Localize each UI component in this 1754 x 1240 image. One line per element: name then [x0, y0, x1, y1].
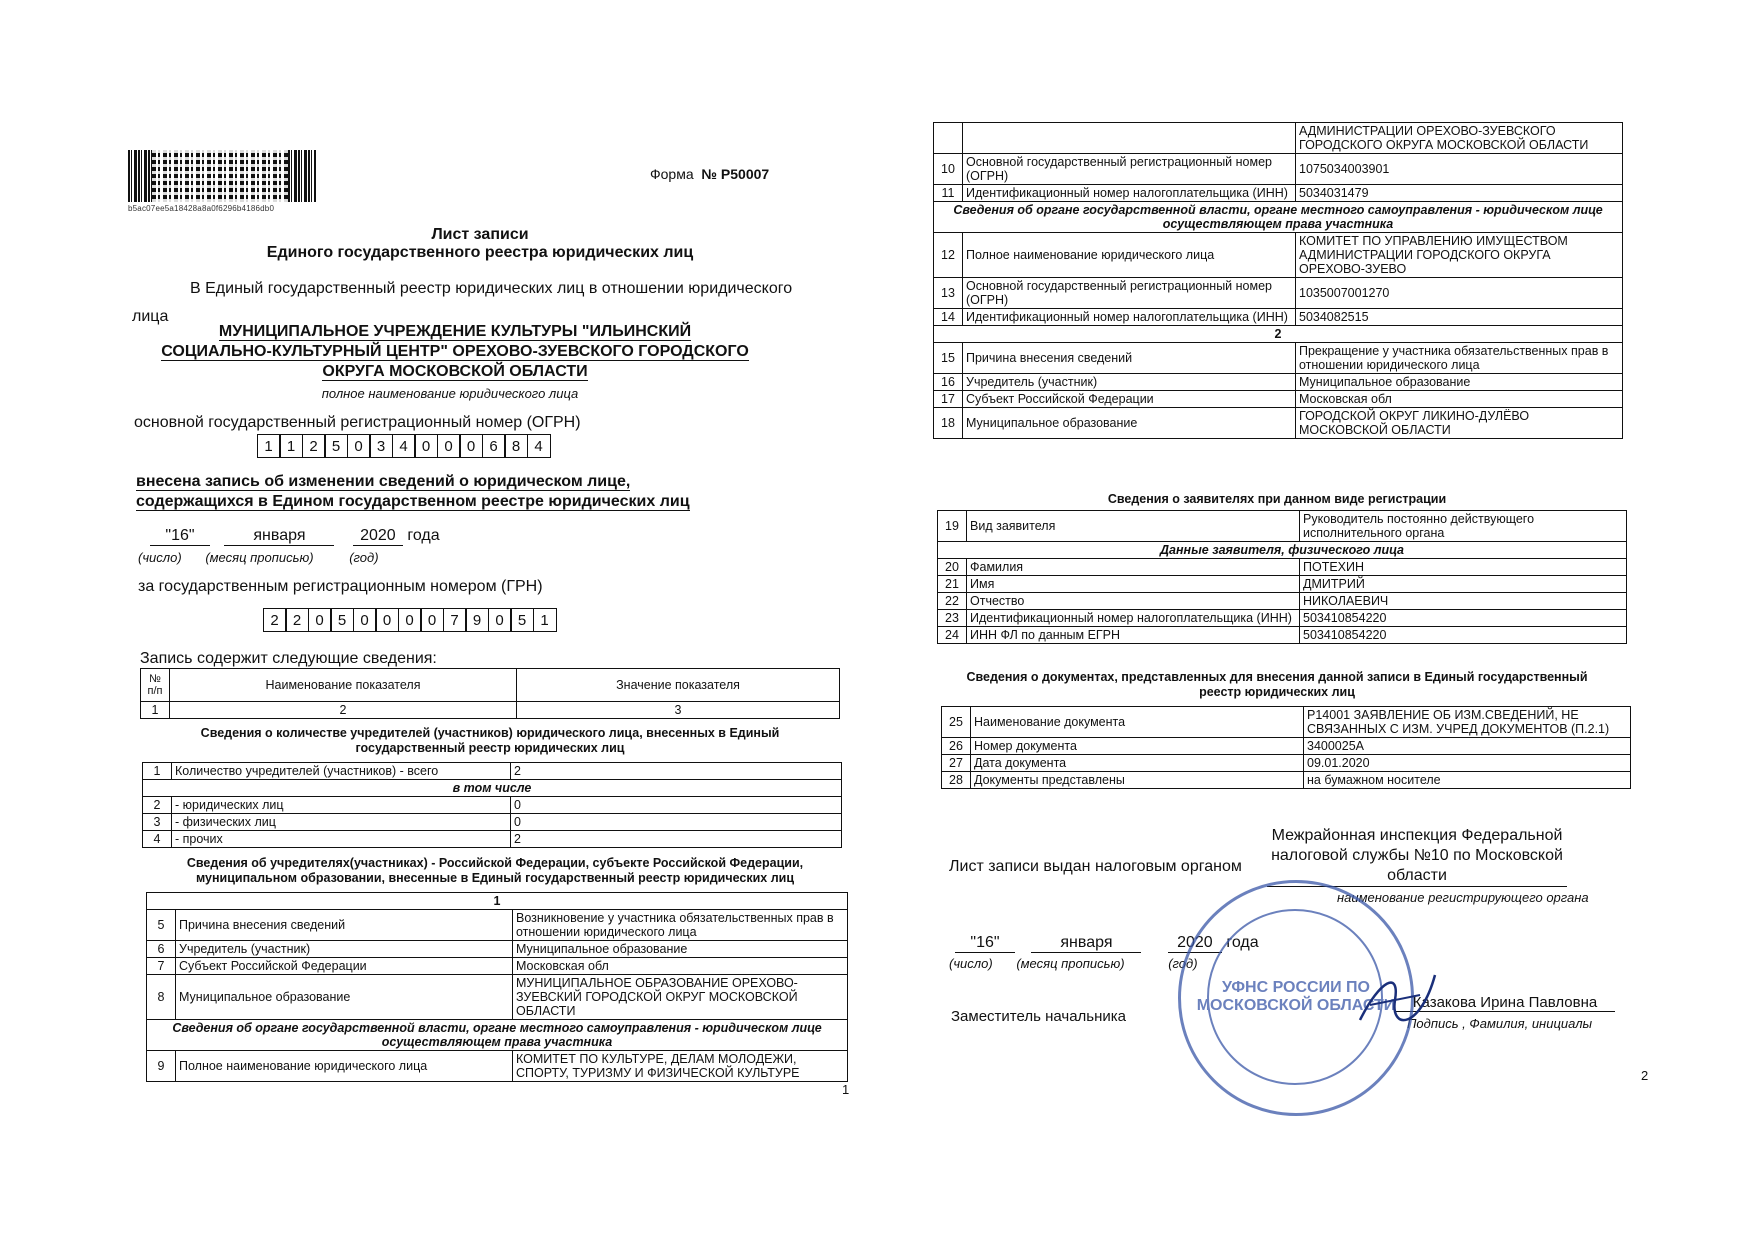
- digit-cell: 0: [398, 608, 422, 632]
- authority-heading: Сведения об органе государственной власти, органе местного самоуправления - юридическом лице осуществляющем права участника: [147, 1020, 848, 1051]
- intro-text-2: лица: [132, 308, 169, 325]
- table-row: 9 Полное наименование юридического лица КОМИТЕТ ПО КУЛЬТУРЕ, ДЕЛАМ МОЛОДЕЖИ, СПОРТУ, ТУРИЗМУ И ФИЗИЧЕСКОЙ КУЛЬТУРЕ: [147, 1051, 848, 1082]
- digit-cell: 7: [443, 608, 467, 632]
- digit-cell: 0: [347, 434, 371, 458]
- digit-cell: 0: [488, 608, 512, 632]
- position-label: Заместитель начальника: [951, 1008, 1127, 1025]
- digit-cell: 0: [353, 608, 377, 632]
- table-row: 5 Причина внесения сведений Возникновение у участника обязательственных прав в отношении юридического лица: [147, 910, 848, 941]
- table-row: 28 Документы представлены на бумажном носителе: [942, 772, 1631, 789]
- table-row: 11 Идентификационный номер налогоплательщика (ИНН) 5034031479: [934, 185, 1623, 202]
- form-number: Форма № Р50007: [650, 166, 770, 182]
- page-title: Лист записи Единого государственного реестра юридических лиц: [266, 226, 694, 261]
- digit-cell: 4: [527, 434, 551, 458]
- digit-cell: 9: [465, 608, 489, 632]
- signer-caption: Подпись , Фамилия, инициалы: [1407, 1016, 1593, 1031]
- digit-cell: 6: [482, 434, 506, 458]
- table-row: 22 Отчество НИКОЛАЕВИЧ: [938, 593, 1627, 610]
- table-row: 16 Учредитель (участник) Муниципальное образование: [934, 374, 1623, 391]
- digit-cell: 2: [263, 608, 287, 632]
- documents-heading: Сведения о документах, представленных для внесения данной записи в Единый государственный реестр юридических лиц: [966, 670, 1588, 699]
- page-number: 2: [1641, 1068, 1649, 1083]
- digit-cell: 0: [459, 434, 483, 458]
- table-row: 21 Имя ДМИТРИЙ: [938, 576, 1627, 593]
- organization-name-caption: полное наименование юридического лица: [321, 386, 579, 401]
- table-row: 18 Муниципальное образование ГОРОДСКОЙ ОКРУГ ЛИКИНО-ДУЛЁВО МОСКОВСКОЙ ОБЛАСТИ: [934, 408, 1623, 439]
- organization-name: МУНИЦИПАЛЬНОЕ УЧРЕЖДЕНИЕ КУЛЬТУРЫ "ИЛЬИНСКИЙ СОЦИАЛЬНО-КУЛЬТУРНЫЙ ЦЕНТР" ОРЕХОВО-ЗУЕВСКОГО ГОРОДСКОГО ОКРУГА МОСКОВСКОЙ ОБЛАСТИ: [161, 323, 749, 380]
- documents-table: [941, 706, 1631, 789]
- table-row: 26 Номер документа 3400025А: [942, 738, 1631, 755]
- founders-table: [146, 892, 848, 1082]
- digit-cell: 3: [369, 434, 393, 458]
- continued-authority-table: [933, 122, 1623, 439]
- issue-date-captions: (число) (месяц прописью) (год): [949, 956, 1198, 971]
- barcode-text: b5ac07ee5a18428a8a0f6296b4186db0: [128, 204, 275, 213]
- table-row: 2 - юридических лиц 0: [143, 797, 842, 814]
- record-statement: внесена запись об изменении сведений о юридическом лице, содержащихся в Едином государственном реестре юридических лиц: [136, 473, 690, 510]
- contains-label: Запись содержит следующие сведения:: [140, 650, 437, 667]
- digit-cell: 0: [308, 608, 332, 632]
- table-row: 20 Фамилия ПОТЕХИН: [938, 559, 1627, 576]
- table-row: 12 Полное наименование юридического лица КОМИТЕТ ПО УПРАВЛЕНИЮ ИМУЩЕСТВОМ АДМИНИСТРАЦИИ ГОРОДСКОГО ОКРУГА ОРЕХОВО-ЗУЕВО: [934, 233, 1623, 278]
- digit-cell: 0: [437, 434, 461, 458]
- table-row: 24 ИНН ФЛ по данным ЕГРН 503410854220: [938, 627, 1627, 644]
- digit-cell: 0: [375, 608, 399, 632]
- digit-cell: 5: [510, 608, 534, 632]
- table-row: 1 Количество учредителей (участников) - всего 2: [143, 763, 842, 780]
- table-row: 15 Причина внесения сведений Прекращение у участника обязательственных прав в отношении юридического лица: [934, 343, 1623, 374]
- intro-text: В Единый государственный реестр юридических лиц в отношении юридического: [190, 280, 793, 297]
- digit-cell: 4: [392, 434, 416, 458]
- digit-cell: 0: [414, 434, 438, 458]
- header-table: № п/п Наименование показателя Значение показателя 1 2 3: [140, 668, 840, 719]
- applicant-person-heading: Данные заявителя, физического лица: [938, 542, 1627, 559]
- stamp-text: УФНС РОССИИ ПО МОСКОВСКОЙ ОБЛАСТИ: [1196, 979, 1396, 1014]
- table-row: 10 Основной государственный регистрационный номер (ОГРН) 1075034003901: [934, 154, 1623, 185]
- issue-date: "16" января 2020 года: [955, 934, 1259, 953]
- page-number: 1: [842, 1082, 850, 1097]
- table-row: 17 Субъект Российской Федерации Московская обл: [934, 391, 1623, 408]
- founders-count-table: [142, 762, 842, 848]
- issuer-name: Межрайонная инспекция Федеральной налоговой службы №10 по Московской области: [1267, 826, 1567, 887]
- table-row: 25 Наименование документа Р14001 ЗАЯВЛЕНИЕ ОБ ИЗМ.СВЕДЕНИЙ, НЕ СВЯЗАННЫХ С ИЗМ. УЧРЕД ДОКУМЕНТОВ (П.2.1): [942, 707, 1631, 738]
- table-row: 4 - прочих 2: [143, 831, 842, 848]
- table-row: 6 Учредитель (участник) Муниципальное образование: [147, 941, 848, 958]
- table-row: 19 Вид заявителя Руководитель постоянно действующего исполнительного органа: [938, 511, 1627, 542]
- digit-cell: 2: [285, 608, 309, 632]
- digit-cell: 1: [533, 608, 557, 632]
- digit-cell: 5: [324, 434, 348, 458]
- digit-cell: 2: [302, 434, 326, 458]
- digit-cell: 1: [279, 434, 303, 458]
- authority-heading: Сведения об органе государственной власти, органе местного самоуправления - юридическом лице осуществляющем права участника: [934, 202, 1623, 233]
- applicants-heading: Сведения о заявителях при данном виде регистрации: [1107, 492, 1447, 506]
- table-row: 27 Дата документа 09.01.2020: [942, 755, 1631, 772]
- founders-heading: Сведения об учредителях(участниках) - Российской Федерации, субъекте Российской Федерации, муниципальном образовании, внесенные в Единый государственный реестр юридических лиц: [186, 856, 804, 885]
- table-row: 3 - физических лиц 0: [143, 814, 842, 831]
- signer-name: Казакова Ирина Павловна: [1395, 994, 1615, 1012]
- issued-label: Лист записи выдан налоговым органом: [949, 858, 1242, 875]
- ogrn-label: основной государственный регистрационный номер (ОГРН): [134, 414, 581, 431]
- founder-block-number: 1: [147, 893, 848, 910]
- signature: [1350, 960, 1440, 1040]
- founders-count-heading: Сведения о количестве учредителей (участников) юридического лица, внесенных в Единый государственный реестр юридических лиц: [200, 726, 780, 755]
- issuer-caption: наименование регистрирующего органа: [1337, 890, 1589, 905]
- grn-label: за государственным регистрационным номером (ГРН): [138, 578, 543, 595]
- digit-cell: 5: [330, 608, 354, 632]
- table-row: 23 Идентификационный номер налогоплательщика (ИНН) 503410854220: [938, 610, 1627, 627]
- barcode-matrix: [152, 150, 288, 202]
- table-row: АДМИНИСТРАЦИИ ОРЕХОВО-ЗУЕВСКОГО ГОРОДСКОГО ОКРУГА МОСКОВСКОЙ ОБЛАСТИ: [934, 123, 1623, 154]
- ogrn-digits: [258, 434, 551, 458]
- grn-digits: [264, 608, 557, 632]
- founder-block-number: 2: [934, 326, 1623, 343]
- in-number-label: в том числе: [143, 780, 842, 797]
- record-date-captions: (число) (месяц прописью) (год): [138, 550, 379, 565]
- table-row: 8 Муниципальное образование МУНИЦИПАЛЬНОЕ ОБРАЗОВАНИЕ ОРЕХОВО-ЗУЕВСКИЙ ГОРОДСКОЙ ОКРУГ МОСКОВСКОЙ ОБЛАСТИ: [147, 975, 848, 1020]
- digit-cell: 8: [504, 434, 528, 458]
- table-row: 7 Субъект Российской Федерации Московская обл: [147, 958, 848, 975]
- applicants-table: [937, 510, 1627, 644]
- record-date: "16" января 2020 года: [150, 527, 440, 546]
- digit-cell: 0: [420, 608, 444, 632]
- digit-cell: 1: [257, 434, 281, 458]
- table-row: 13 Основной государственный регистрационный номер (ОГРН) 1035007001270: [934, 278, 1623, 309]
- table-row: 14 Идентификационный номер налогоплательщика (ИНН) 5034082515: [934, 309, 1623, 326]
